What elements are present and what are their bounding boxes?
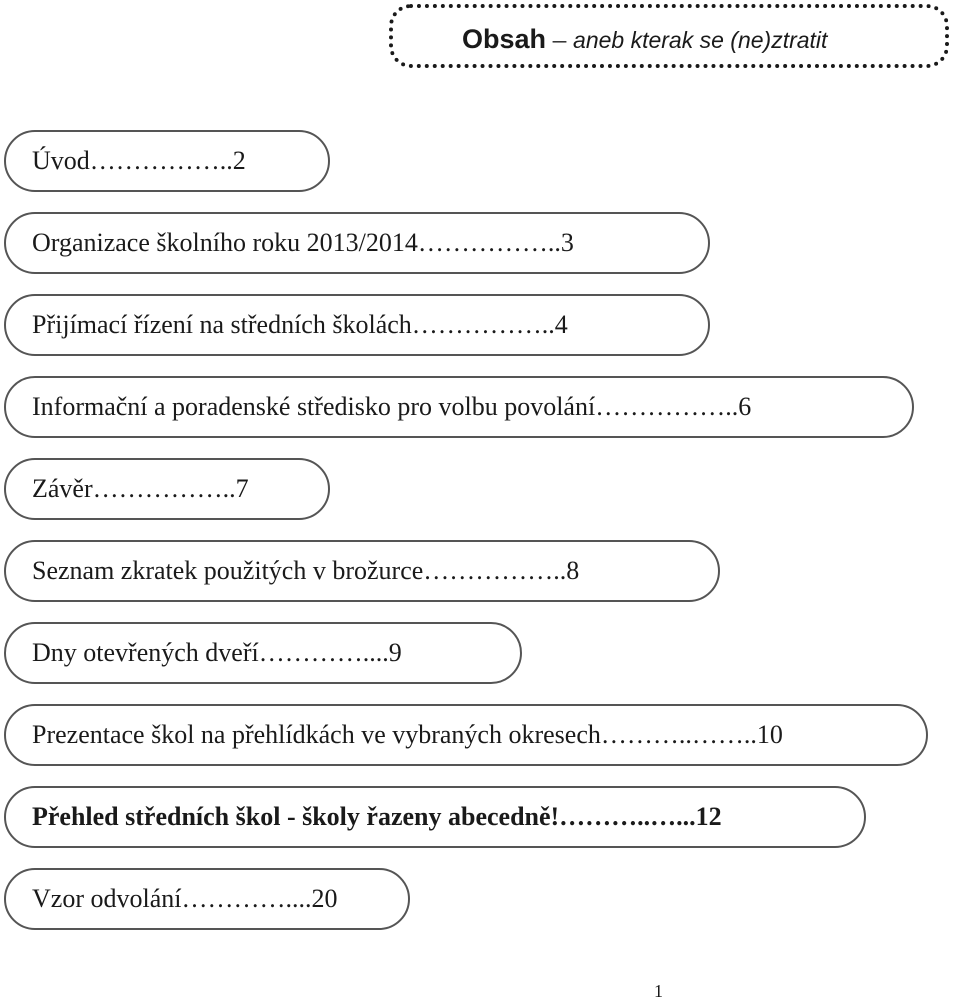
toc-item-prehled-skol[interactable] <box>4 786 866 848</box>
toc-item-label: Závěr……………..7 <box>32 474 249 503</box>
toc-item-label: Vzor odvolání…………....20 <box>32 884 338 913</box>
title-dash: – <box>546 24 574 54</box>
toc-item-prijimaci-rizeni[interactable] <box>4 294 710 356</box>
toc-item-dny-otevrenych-dveri[interactable] <box>4 622 522 684</box>
toc-item-zaver[interactable] <box>4 458 330 520</box>
toc-item-seznam-zkratek[interactable] <box>4 540 720 602</box>
toc-item-prezentace-skol[interactable] <box>4 704 928 766</box>
toc-item-label: Dny otevřených dveří…………....9 <box>32 638 402 667</box>
toc-item-label: Prezentace škol na přehlídkách ve vybraných okresech………..……..10 <box>32 720 783 749</box>
toc-item-vzor-odvolani[interactable] <box>4 868 410 930</box>
toc-item-label: Přehled středních škol - školy řazeny abecedně!………..…...12 <box>32 802 722 831</box>
toc-item-informacni-stredisko[interactable] <box>4 376 914 438</box>
toc-item-label: Informační a poradenské středisko pro volbu povolání……………..6 <box>32 392 752 421</box>
toc-item-uvod[interactable] <box>4 130 330 192</box>
page-title <box>462 24 827 55</box>
title-main: Obsah <box>462 24 547 54</box>
page-number: 1 <box>654 981 663 1001</box>
toc-item-label: Organizace školního roku 2013/2014……………..3 <box>32 228 574 257</box>
toc-item-label: Úvod……………..2 <box>32 146 246 175</box>
toc-item-organizace[interactable] <box>4 212 710 274</box>
toc-item-label: Seznam zkratek použitých v brožurce……………..8 <box>32 556 580 585</box>
title-subtitle: aneb kterak se (ne)ztratit <box>573 27 828 53</box>
toc-item-label: Přijímací řízení na středních školách……………..4 <box>32 310 568 339</box>
